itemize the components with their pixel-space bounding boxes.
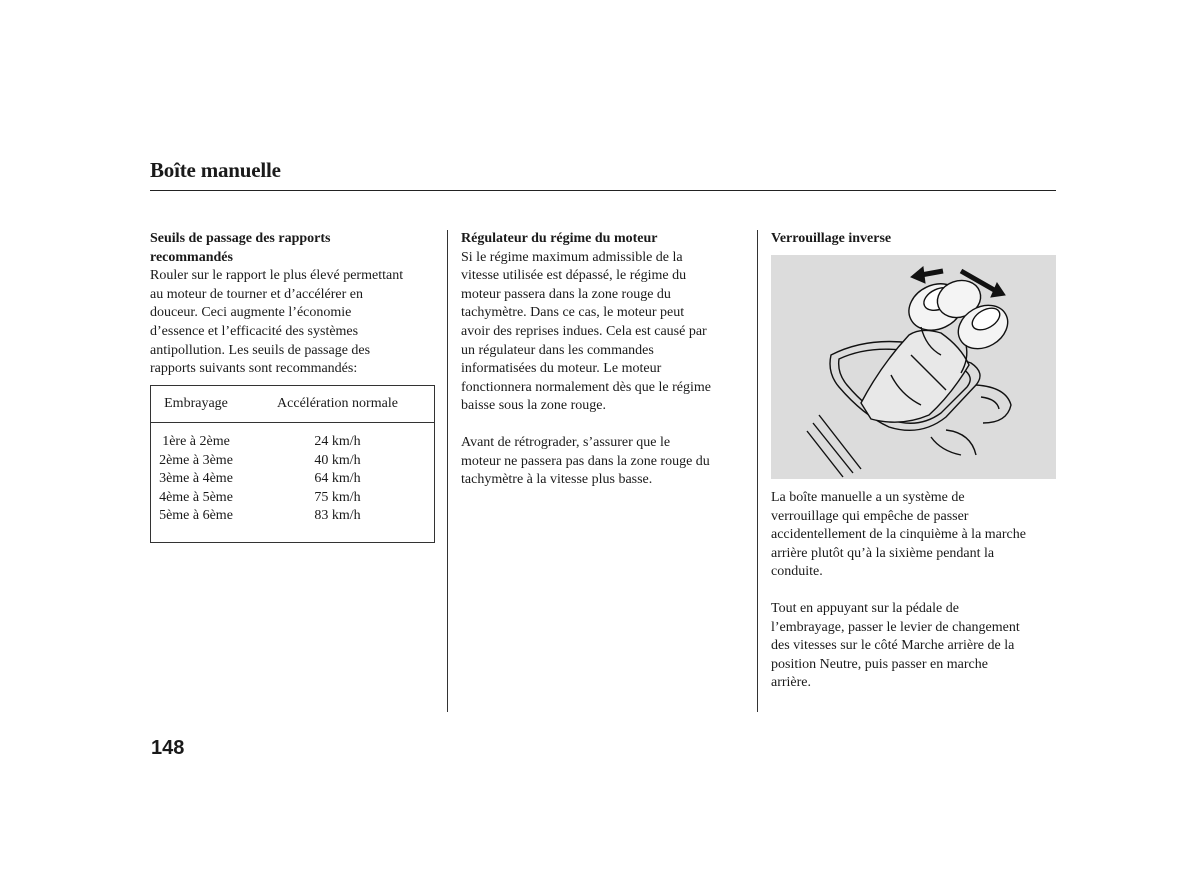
table-cell-speed: 40 km/h [314,452,361,468]
table-cell-speed: 83 km/h [314,508,361,524]
downshift-text-line: tachymètre à la vitesse plus basse. [461,472,653,488]
gear-shift-lever-illustration [771,255,1056,479]
rev-limiter-text-line: avoir des reprises indues. Cela est causé par [461,323,707,339]
reverse-procedure-text-line: des vitesses sur le côté Marche arrière de la [771,638,1015,654]
table-row [151,452,435,471]
rev-limiter-text-line: vitesse utilisée est dépassé, le régime du [461,268,687,284]
rev-limiter-text-line: baisse sous la zone rouge. [461,398,607,414]
reverse-lockout-heading: Verrouillage inverse [771,231,892,246]
reverse-procedure-text-line: arrière. [771,675,812,691]
page-title: Boîte manuelle [150,158,281,182]
table-cell-gear: 5ème à 6ème [159,508,233,524]
shift-points-text-line: au moteur de tourner et d’accélérer en [150,286,363,302]
shift-points-text-line: antipollution. Les seuils de passage des [150,342,371,358]
rev-limiter-text-line: informatisées du moteur. Le moteur [461,361,662,377]
table-cell-speed: 64 km/h [314,471,361,487]
page-number: 148 [151,737,185,759]
column-divider-1 [447,230,448,712]
table-row [151,489,435,508]
reverse-lockout-text-line: accidentellement de la cinquième à la marche [771,527,1026,543]
shift-points-text-line: rapports suivants sont recommandés: [150,361,358,377]
rev-limiter-text-line: un régulateur dans les commandes [461,342,654,358]
table-row [151,423,435,452]
reverse-procedure-text-line: Tout en appuyant sur la pédale de [771,600,959,616]
rev-limiter-text-line: moteur passera dans la zone rouge du [461,286,671,302]
column-rev-limiter [461,230,751,490]
reverse-lockout-text-line: arrière plutôt qu’à la sixième pendant la [771,545,995,561]
column-reverse-lockout [771,230,1061,249]
shift-lever-drawing [771,255,1056,479]
reverse-lockout-text-line: verrouillage qui empêche de passer [771,508,969,524]
reverse-lockout-text [771,489,1061,693]
table-row [151,507,435,542]
reverse-lockout-text-line: conduite. [771,564,823,580]
table-cell-gear: 4ème à 5ème [159,489,233,505]
table-cell-gear: 3ème à 4ème [159,471,233,487]
table-header-clutch: Embrayage [151,386,242,423]
downshift-text-line: Avant de rétrograder, s’assurer que le [461,434,671,450]
reverse-procedure-text-line: l’embrayage, passer le levier de changement [771,619,1020,635]
shift-points-heading-line-1: Seuils de passage des rapports [150,231,331,246]
shift-points-text-line: Rouler sur le rapport le plus élevé permettant [150,268,404,284]
table-cell-speed: 75 km/h [314,489,361,505]
table-cell-gear: 1ère à 2ème [162,434,230,449]
shift-points-text-line: douceur. Ceci augmente l’économie [150,305,352,321]
reverse-procedure-text-line: position Neutre, puis passer en marche [771,656,988,672]
rev-limiter-text-line: tachymètre. Dans ce cas, le moteur peut [461,305,685,321]
reverse-lockout-text-line: La boîte manuelle a un système de [771,490,965,505]
table-header-acceleration: Accélération normale [241,386,435,423]
downshift-text-line: moteur ne passera pas dans la zone rouge du [461,453,710,469]
shift-points-table [150,385,435,543]
shift-points-text-line: d’essence et l’efficacité des systèmes [150,323,359,339]
rev-limiter-heading: Régulateur du régime du moteur [461,231,658,246]
rev-limiter-text-line: Si le régime maximum admissible de la [461,249,683,265]
table-cell-gear: 2ème à 3ème [159,452,233,468]
table-row [151,470,435,489]
column-shift-points [150,230,440,379]
column-divider-2 [757,230,758,712]
table-cell-speed: 24 km/h [314,434,361,449]
rev-limiter-text-line: fonctionnera normalement dès que le régime [461,379,711,395]
title-divider [150,190,1056,191]
shift-points-heading-line-2: recommandés [150,249,233,265]
